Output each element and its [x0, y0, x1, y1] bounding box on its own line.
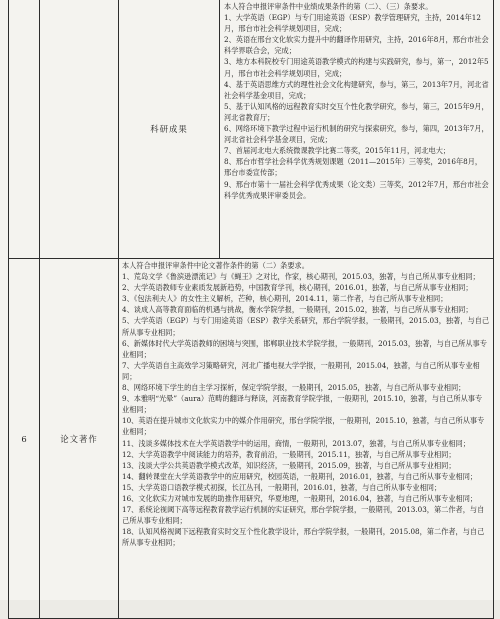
section-intro: 本人符合申报评审条件中论文著作条件的第（二）条要求。 — [122, 261, 309, 270]
list-item: 11、浅谈多媒体技术在大学英语教学中的运用，商情，一般期刊，2013.07，独著，与自己所从事专业相同； — [122, 438, 470, 448]
list-item: 4、谈成人高等教育面临的机遇与挑战，衡水学院学报，一般期刊，2015.02，独著，与自己所从事专业相同； — [122, 305, 473, 315]
evaluation-table — [8, 0, 494, 619]
list-item: 10、英语在提升城市文化软实力中的媒介作用研究，邢台学院学报，一般期刊，2015.10，独著，与自己所从事专业相同； — [122, 416, 485, 437]
list-item: 3、《包法利夫人》的女性主义解析，芒种，核心期刊，2014.11，第二作者，与自己所从事专业相同； — [122, 294, 448, 304]
list-item: 5、基于认知风格的远程教育实时交互个性化教学研究，参与，第三，2015年9月，河北省教育厅； — [224, 101, 489, 122]
list-item: 12、大学英语教学中阅读能力的培养，教育前沿，一般期刊，2015.11，独著，与自己所从事专业相同； — [122, 449, 456, 459]
list-item: 16、文化软实力对城市发展的助推作用研究，华夏地理，一般期刊，2016.04，独著，与自己所从事专业相同； — [122, 493, 478, 503]
list-item: 1、荒岛文学《鲁滨逊漂流记》与《蝇王》之对比，作家，核心期刊，2015.03，独著，与自己所从事专业相同； — [122, 272, 480, 282]
blank-cell — [40, 0, 119, 259]
section-label: 论文著作 — [40, 259, 119, 619]
list-item: 18、认知风格视阈下远程教育实时交互个性化教学设计，邢台学院学报，一般期刊，2015.08，第二作者，与自己所从事专业相同； — [122, 527, 485, 548]
papers-row — [9, 259, 494, 619]
list-item: 2、英语在邢台文化软实力提升中的翻译作用研究，主持，2016年8月，邢台市社会科学界联合会，完成； — [224, 35, 489, 56]
list-item: 7、大学英语自主高效学习策略研究，河北广播电视大学学报，一般期刊，2015.04，独著，与自己所从事专业相同； — [122, 360, 480, 381]
section-intro: 本人符合申报评审条件中业绩成果条件的第（二）、（三）条要求。 — [224, 2, 433, 11]
research-results-row — [9, 0, 494, 259]
list-item: 8、网络环境下学生的自主学习探析，保定学院学报，一般期刊，2015.05，独著，与自己所从事专业相同； — [122, 383, 466, 393]
papers-content — [119, 259, 494, 619]
list-item: 8、邢台市哲学社会科学优秀规划课题（2011—2015年）三等奖，2016年8月，邢台市委宣传部； — [224, 157, 483, 178]
list-item: 5、大学英语（EGP）与专门用途英语（ESP）教学关系研究，邢台学院学报，一般期刊，2015.03，独著，与自己所从事专业相同； — [122, 316, 490, 337]
list-item: 7、首届河北电大系统微课教学比赛二等奖，2015年11月，河北电大； — [224, 146, 451, 156]
section-label: 科研成果 — [119, 0, 220, 259]
list-item: 9、邢台市第十一届社会科学优秀成果（论文类）三等奖，2012年7月，邢台市社会科学优秀成果评审委员会。 — [224, 179, 489, 200]
list-item: 3、地方本科院校专门用途英语教学模式的构建与实践研究，参与，第一，2012年5月，邢台市社会科学规划项目，完成； — [224, 57, 489, 78]
list-item: 15、大学英语口语教学模式初探，长江丛刊，一般期刊，2016.01，独著，与自己所从事专业相同； — [122, 482, 442, 492]
list-item: 6、新媒体时代大学英语教师的困境与突围，邯郸职业技术学院学报，一般期刊，2015.03，独著，与自己所从事专业相同； — [122, 338, 487, 359]
row-number-cell: 6 — [9, 259, 40, 619]
row-number-cell — [9, 0, 40, 259]
list-item: 2、大学英语教师专业素质发展新趋势，中国教育学刊，核心期刊，2016.01，独著，与自己所从事专业相同； — [122, 283, 473, 293]
list-item: 17、系统论视阈下高等远程教育教学运行机制的实证研究，邢台学院学报，一般期刊，2013.03，第二作者，与自己所从事专业相同； — [122, 505, 485, 526]
research-results-content — [220, 0, 494, 259]
list-item: 13、浅谈大学公共英语教学模式改革，知识经济，一般期刊，2015.09，独著，与自己所从事专业相同； — [122, 460, 456, 470]
list-item: 14、翻转课堂在大学英语教学中的应用研究，校园英语，一般期刊，2016.01，独著，与自己所从事专业相同； — [122, 471, 478, 481]
list-item: 4、基于英语思维方式的理性社会文化构建研究，参与，第三，2013年7月，河北省社会科学基金项目，完成； — [224, 79, 489, 100]
list-item: 6、网络环境下教学过程中运行机制的研究与探索研究，参与，第四，2013年7月，河北省社会科学基金项目，完成； — [224, 124, 489, 145]
list-item: 1、大学英语（EGP）与专门用途英语（ESP）教学管理研究，主持，2014年12月，邢台市社会科学规划项目，完成； — [224, 13, 481, 34]
list-item: 9、本雅明“光晕”（aura）范畴的翻译与释读，河南教育学院学报，一般期刊，2015.10，独著，与自己所从事专业相同； — [122, 394, 483, 415]
